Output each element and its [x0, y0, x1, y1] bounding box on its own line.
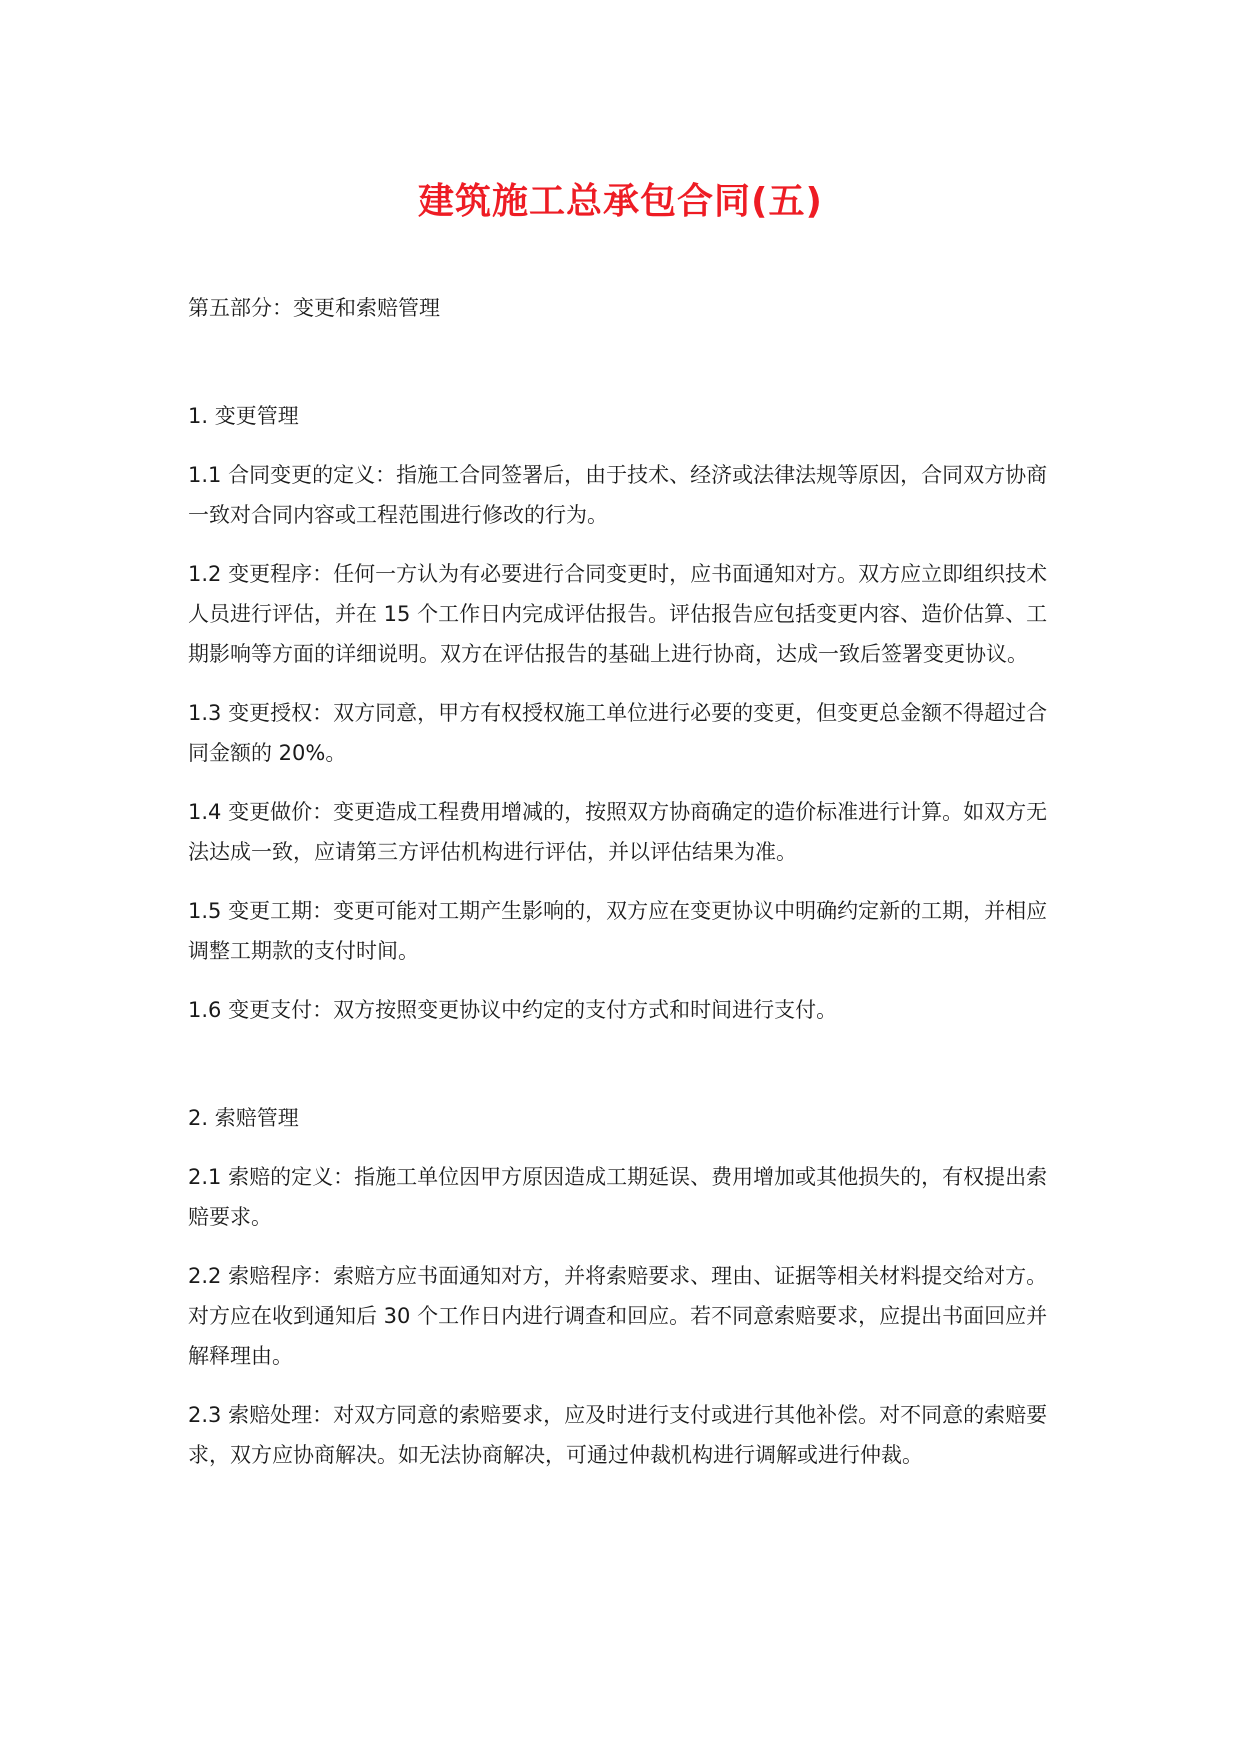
clause-1-4: 1.4 变更做价：变更造成工程费用增减的，按照双方协商确定的造价标准进行计算。如双方无法达成一致，应请第三方评估机构进行评估，并以评估结果为准。 — [188, 800, 1048, 864]
clause-2-2: 2.2 索赔程序：索赔方应书面通知对方，并将索赔要求、理由、证据等相关材料提交给对方。对方应在收到通知后 30 个工作日内进行调查和回应。若不同意索赔要求，应提出书面回应并解释理由。 — [188, 1264, 1048, 1368]
clause-2-3: 2.3 索赔处理：对双方同意的索赔要求，应及时进行支付或进行其他补偿。对不同意的索赔要求，双方应协商解决。如无法协商解决，可通过仲裁机构进行调解或进行仲裁。 — [188, 1403, 1048, 1467]
clause-1-6: 1.6 变更支付：双方按照变更协议中约定的支付方式和时间进行支付。 — [188, 998, 838, 1022]
section-heading: 1. 变更管理 — [188, 404, 299, 428]
clause-1-1: 1.1 合同变更的定义：指施工合同签署后，由于技术、经济或法律法规等原因，合同双方协商一致对合同内容或工程范围进行修改的行为。 — [188, 463, 1048, 527]
document-title: 建筑施工总承包合同(五) — [418, 181, 823, 222]
document-body — [188, 288, 1068, 1475]
clause-1-2: 1.2 变更程序：任何一方认为有必要进行合同变更时，应书面通知对方。双方应立即组织技术人员进行评估，并在 15 个工作日内完成评估报告。评估报告应包括变更内容、造价估算、工期影响等方面的详细说明。双方在评估报告的基础上进行协商，达成一致后签署变更协议。 — [188, 562, 1048, 666]
clause-1-3: 1.3 变更授权：双方同意，甲方有权授权施工单位进行必要的变更，但变更总金额不得超过合同金额的 20%。 — [188, 701, 1048, 765]
section-claims-management — [188, 1098, 1068, 1475]
clause-2-1: 2.1 索赔的定义：指施工单位因甲方原因造成工期延误、费用增加或其他损失的，有权提出索赔要求。 — [188, 1165, 1048, 1229]
part-heading: 第五部分：变更和索赔管理 — [188, 296, 440, 320]
clause-1-5: 1.5 变更工期：变更可能对工期产生影响的，双方应在变更协议中明确约定新的工期，并相应调整工期款的支付时间。 — [188, 899, 1048, 963]
section-change-management — [188, 396, 1068, 1030]
section-heading: 2. 索赔管理 — [188, 1106, 299, 1130]
